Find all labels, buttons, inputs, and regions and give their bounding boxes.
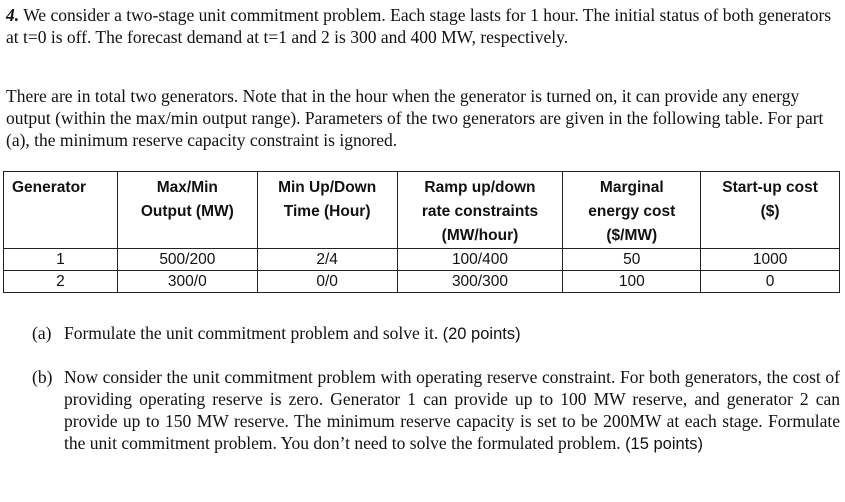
table-row: [4, 271, 840, 293]
cell-generator: 2: [4, 271, 118, 293]
problem-intro: [6, 4, 838, 48]
problem-intro-text: We consider a two-stage unit commitment problem. Each stage lasts for 1 hour. The initial status of both generators at t=0 is off. The forecast demand at t=1 and 2 is 300 and 400 MW, respectively.: [6, 5, 832, 47]
cell-generator: 1: [4, 249, 118, 271]
part-b: [32, 366, 840, 455]
header-ramp-rate: Ramp up/down rate constraints (MW/hour): [397, 172, 563, 249]
part-b-label: (b): [32, 367, 53, 387]
table-header-row: [4, 172, 840, 249]
part-a: [32, 322, 840, 345]
cell-min-up-down-time: 0/0: [257, 271, 397, 293]
part-a-points: (20 points): [442, 325, 521, 343]
cell-min-up-down-time: 2/4: [257, 249, 397, 271]
header-min-up-down-time: Min Up/Down Time (Hour): [257, 172, 397, 249]
cell-start-up-cost: 0: [701, 271, 840, 293]
problem-description: There are in total two generators. Note that in the hour when the generator is turned on, it can provide any energy output (within the max/min output range). Parameters of the two generators are given in the following table. For part (a), the minimum reserve capacity constraint is ignored.: [6, 86, 824, 150]
part-a-label: (a): [32, 323, 52, 343]
header-max-min-output: Max/Min Output (MW): [117, 172, 257, 249]
cell-max-min-output: 300/0: [117, 271, 257, 293]
cell-marginal-cost: 100: [563, 271, 701, 293]
cell-ramp-rate: 100/400: [397, 249, 563, 271]
cell-max-min-output: 500/200: [117, 249, 257, 271]
part-a-text: Formulate the unit commitment problem and solve it.: [64, 323, 439, 343]
header-generator: Generator: [4, 172, 118, 249]
part-b-text: Now consider the unit commitment problem with operating reserve constraint. For both generators, the cost of providing operating reserve is zero. Generator 1 can provide up to 100 MW reserve, and generator 2 can provide up to 150 MW reserve. The minimum reserve capacity is set to be 200MW at each stage. Formulate the unit commitment problem. You don’t need to solve the formulated problem.: [64, 367, 840, 453]
header-start-up-cost: Start-up cost ($): [701, 172, 840, 249]
generator-parameters-table: [3, 171, 840, 293]
part-b-points: (15 points): [625, 435, 704, 453]
header-marginal-energy-cost: Marginal energy cost ($/MW): [563, 172, 701, 249]
table-row: [4, 249, 840, 271]
problem-number: 4.: [6, 5, 20, 25]
cell-ramp-rate: 300/300: [397, 271, 563, 293]
cell-marginal-cost: 50: [563, 249, 701, 271]
cell-start-up-cost: 1000: [701, 249, 840, 271]
